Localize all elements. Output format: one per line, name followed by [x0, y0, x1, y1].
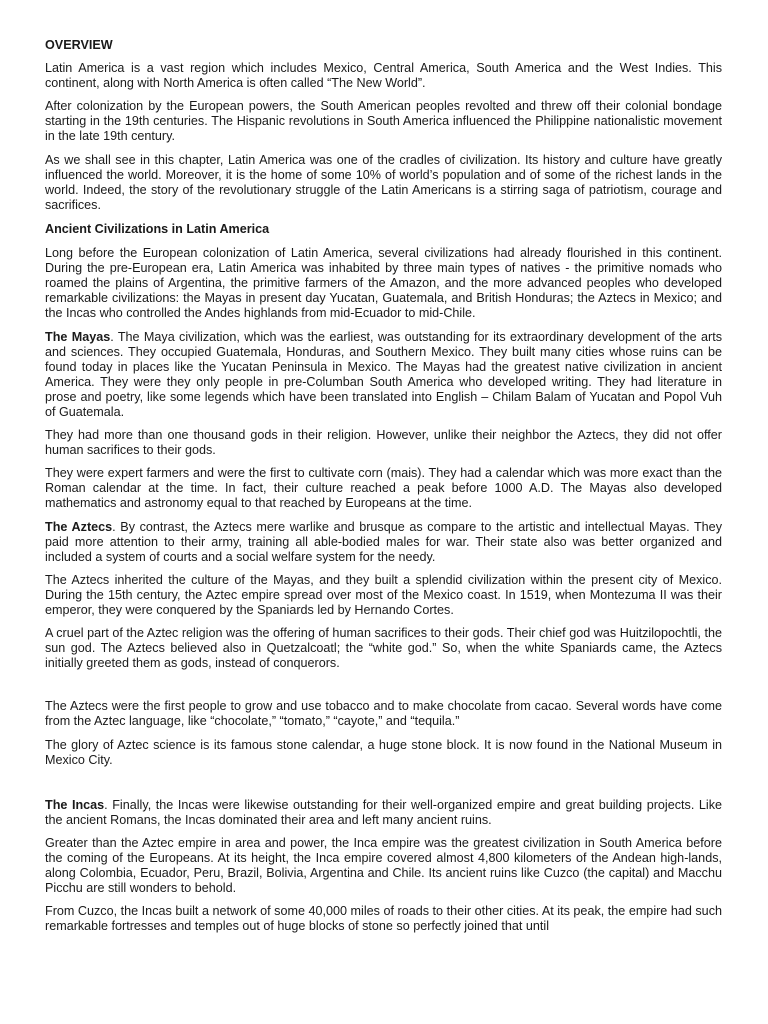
aztecs-lead: The Aztecs: [45, 519, 113, 534]
aztecs-paragraph-2: The Aztecs inherited the culture of the Mayas, and they built a splendid civilization within the present city of Mexico. During the 15th century, the Aztec empire spread over most of the Mexico coast. In 1519, when Montezuma II was their emperor, they were conquered by the Spaniards led by Hernando Cortes.: [45, 572, 722, 617]
overview-paragraph-2: After colonization by the European powers, the South American peoples revolted and threw off their colonial bondage starting in the 19th centuries. The Hispanic revolutions in South America influenced the Philippine nationalistic movement in the late 19th century.: [45, 99, 722, 144]
ancient-paragraph-1: Long before the European colonization of Latin America, several civilizations had already flourished in this continent. During the pre-European era, Latin America was inhabited by three main types of natives - the primitive nomads who roamed the plains of Argentina, the primitive farmers of the Amazon, and the more advanced peoples who developed remarkable civilizations: the Mayas in present day Yucatan, Guatemala, and British Honduras; the Aztecs in Mexico; and the Incas who controlled the Andes highlands from mid-Ecuador to mid-Chile.: [45, 246, 722, 321]
mayas-text-1: . The Maya civilization, which was the earliest, was outstanding for its extraordinary development of the arts and sciences. They occupied Guatemala, Honduras, and Southern Mexico. They built many cities whose ruins can be found today in places like the Yucatan Peninsula in Mexico. The Mayas had the greatest native civilization in ancient America. They were they only people in pre-Columban South America who developed writing. They had literature in prose and poetry, like some legends which have been translated into English – Chilam Balam of Yucatan and Popol Vuh of Guatemala.: [45, 329, 722, 419]
incas-paragraph-1: [45, 798, 722, 828]
incas-paragraph-3: From Cuzco, the Incas built a network of some 40,000 miles of roads to their other cities. At its peak, the empire had such remarkable fortresses and temples out of huge blocks of stone so perfectly joined that until: [45, 904, 722, 934]
aztecs-text-1: . By contrast, the Aztecs mere warlike and brusque as compare to the artistic and intellectual Mayas. They paid more attention to their army, training all able-bodied males for war. Their state also was better organized and included a system of courts and a social welfare system for the needy.: [45, 519, 722, 564]
overview-heading: OVERVIEW: [45, 38, 113, 52]
incas-paragraph-2: Greater than the Aztec empire in area and power, the Inca empire was the greatest civilization in South America before the coming of the Europeans. At its height, the Inca empire covered almost 4,800 kilometers of the Andean high-lands, along Colombia, Ecuador, Peru, Brazil, Bolivia, Argentina and Chile. Its ancient ruins like Cuzco (the capital) and Macchu Picchu are still wonders to behold.: [45, 835, 722, 896]
mayas-lead: The Mayas: [45, 329, 111, 344]
aztecs-paragraph-1: [45, 520, 722, 565]
aztecs-paragraph-4: The Aztecs were the first people to grow and use tobacco and to make chocolate from cacao. Several words have come from the Aztec language, like “chocolate,” “tomato,” “cayote,” and “tequila.”: [45, 699, 722, 729]
ancient-civilizations-heading: Ancient Civilizations in Latin America: [45, 221, 270, 236]
overview-paragraph-3: As we shall see in this chapter, Latin America was one of the cradles of civilization. Its history and culture have greatly influenced the world. Moreover, it is the home of some 10% of world’s population and of some of the richest lands in the world. Indeed, the story of the revolutionary struggle of the Latin Americans is a stirring saga of patriotism, courage and sacrifices.: [45, 152, 722, 212]
aztecs-paragraph-3: A cruel part of the Aztec religion was the offering of human sacrifices to their gods. Their chief god was Huitzilopochtli, the sun god. The Aztecs believed also in Quetzalcoatl; the “white god.” So, when the white Spaniards came, the Aztecs initially greeted them as gods, instead of conquerors.: [45, 626, 722, 671]
overview-paragraph-1: Latin America is a vast region which includes Mexico, Central America, South America and the West Indies. This continent, along with North America is often called “The New World”.: [45, 61, 722, 91]
mayas-paragraph-2: They had more than one thousand gods in their religion. However, unlike their neighbor the Aztecs, they did not offer human sacrifices to their gods.: [45, 428, 722, 458]
mayas-paragraph-1: [45, 330, 722, 421]
aztecs-paragraph-5: The glory of Aztec science is its famous stone calendar, a huge stone block. It is now found in the National Museum in Mexico City.: [45, 737, 722, 767]
incas-lead: The Incas: [45, 797, 105, 812]
mayas-paragraph-3: They were expert farmers and were the first to cultivate corn (mais). They had a calendar which was more exact than the Roman calendar at the time. In fact, their culture reached a peak before 1000 A.D. The Mayas also developed mathematics and astronomy equal to that reached by Europeans at the time.: [45, 466, 722, 511]
incas-text-1: . Finally, the Incas were likewise outstanding for their well-organized empire and great building projects. Like the ancient Romans, the Incas dominated their area and left many ancient ruins.: [45, 797, 723, 827]
